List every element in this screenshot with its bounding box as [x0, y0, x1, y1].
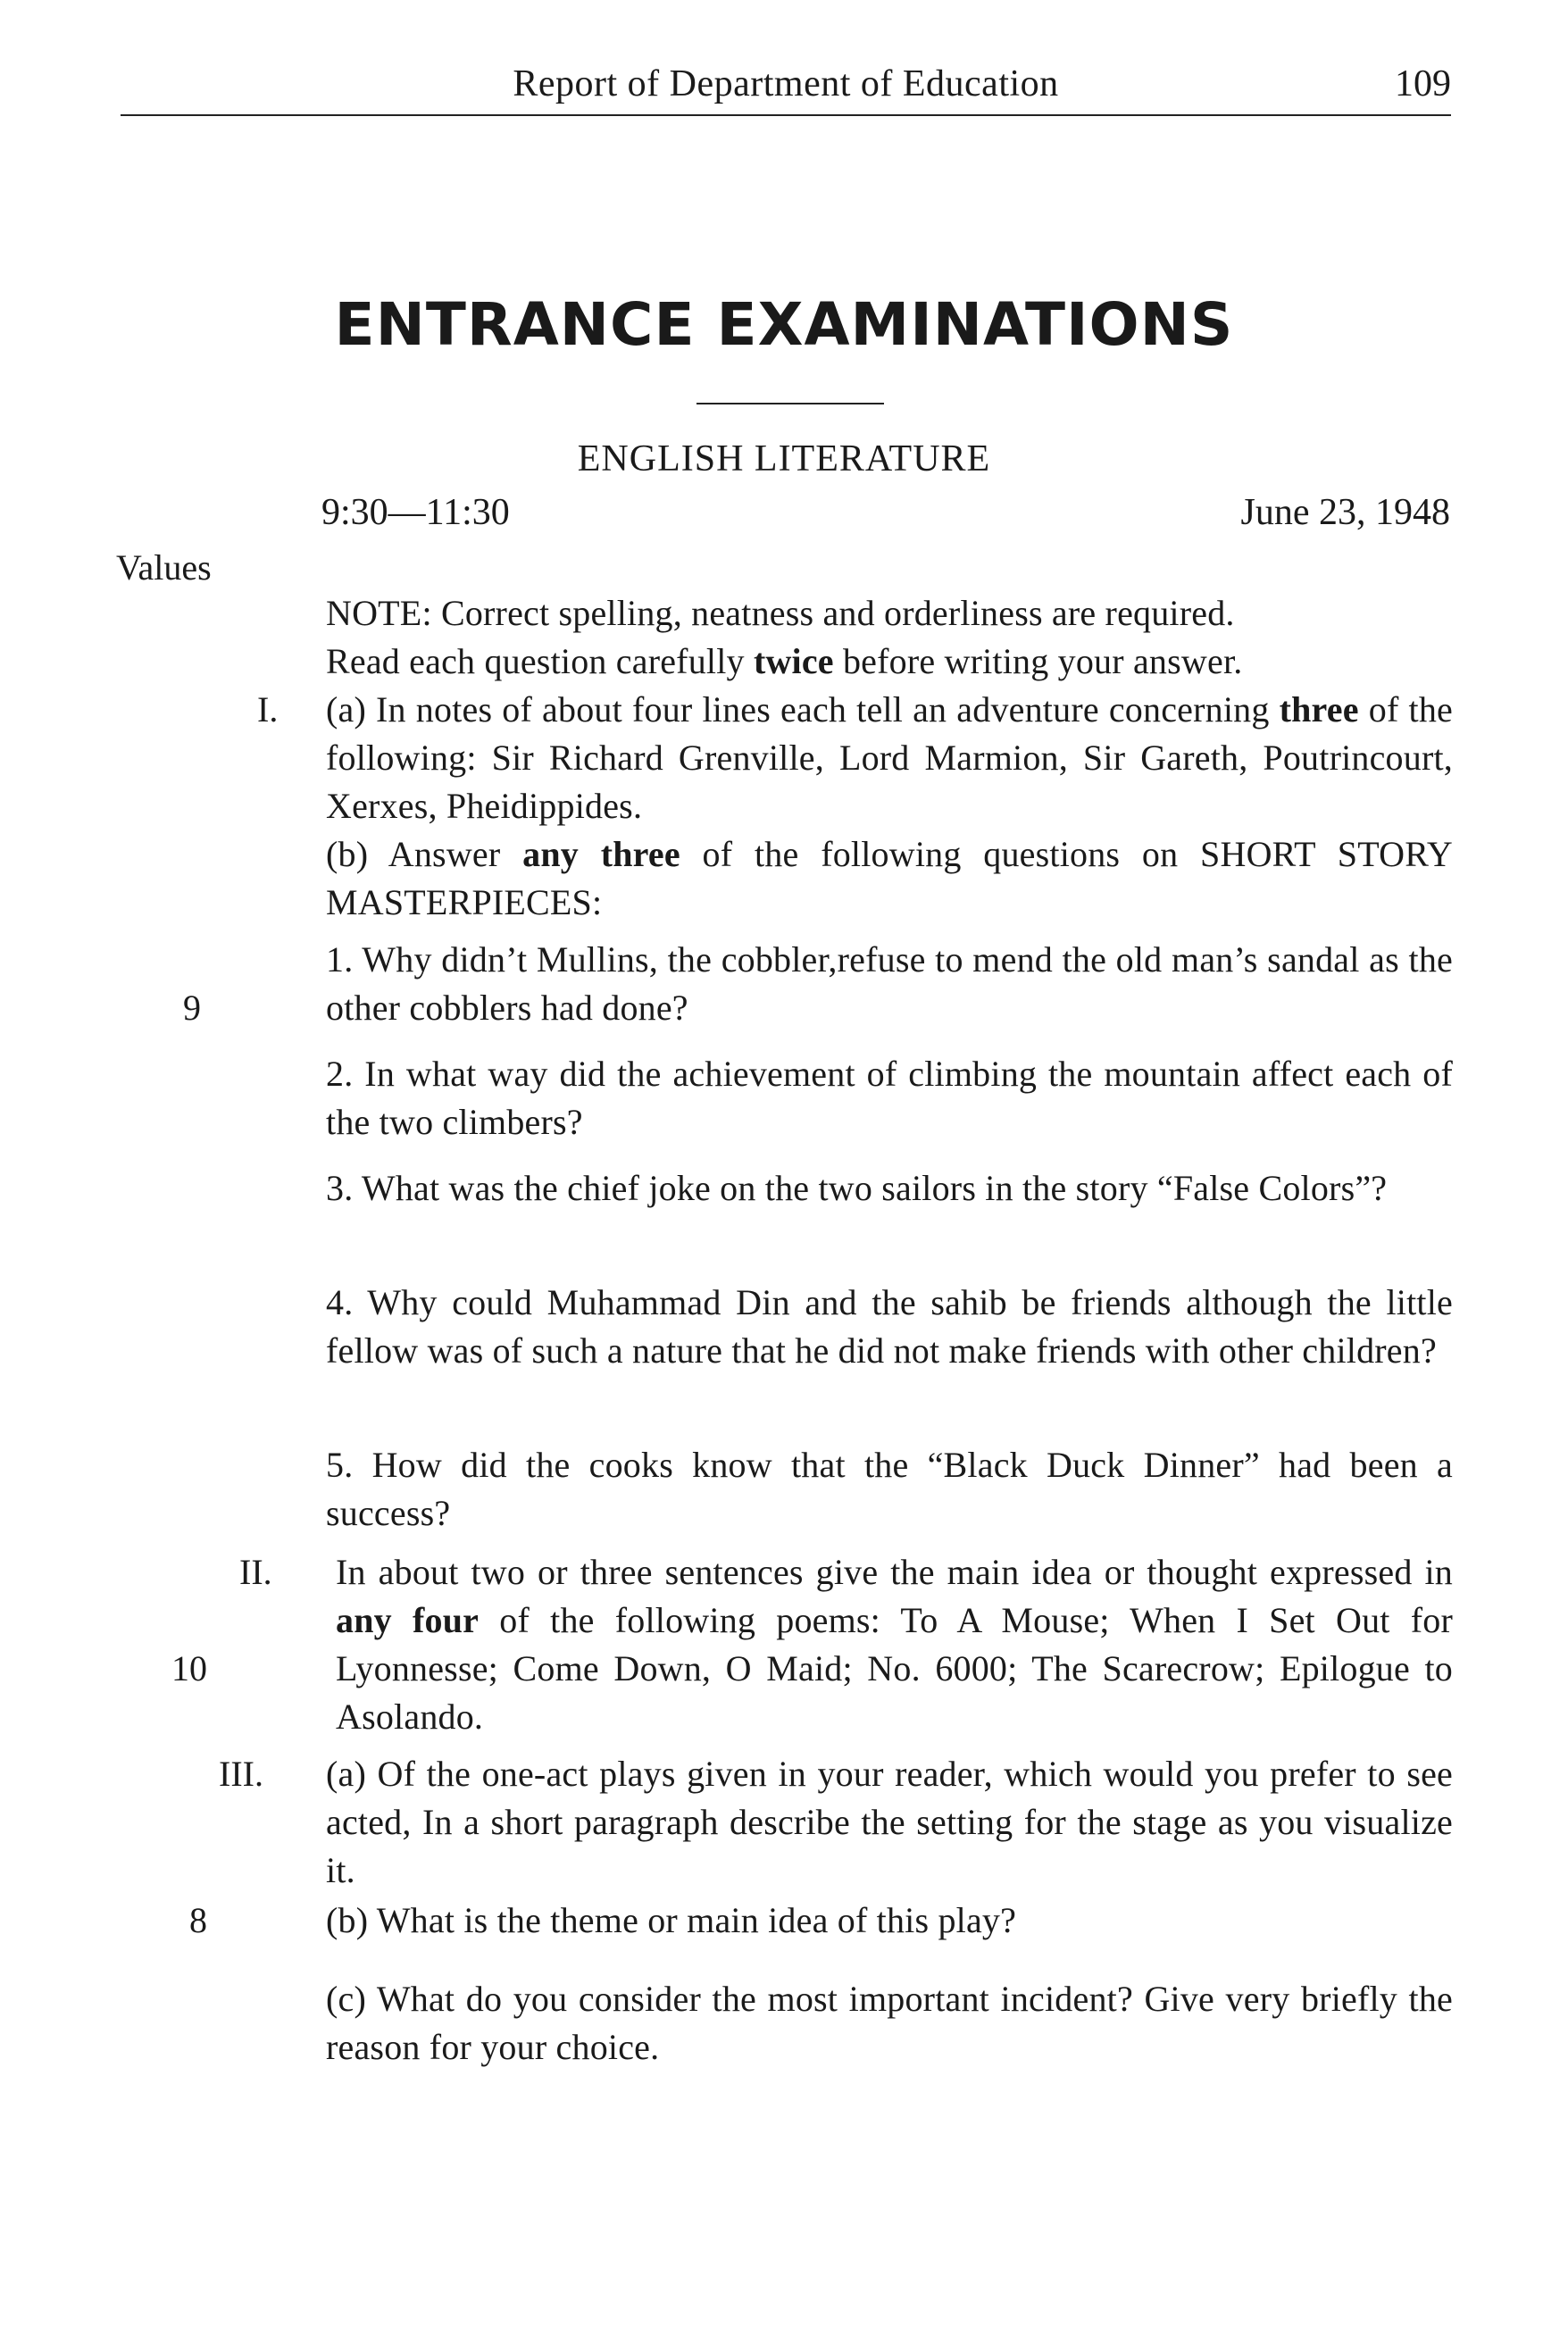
question-2-text — [336, 1548, 1453, 1741]
question-1-part-b-end: of the following questions on SHORT STORY MASTERPIECES: — [326, 834, 1453, 922]
question-1-part-a-text: (a) In notes of about four lines each tell an adventure concerning — [326, 689, 1280, 729]
exam-date: June 23, 1948 — [1240, 492, 1450, 533]
question-1-item: 4. Why could Muhammad Din and the sahib be friends although the little fellow was of such a nature that he did not make friends with other children? — [326, 1282, 1453, 1371]
question-2-text-start: In about two or three sentences give the main idea or thought expressed in — [336, 1552, 1453, 1592]
values-column-heading: Values — [116, 547, 212, 588]
question-3-part-b: (b) What is the theme or main idea of this play? — [326, 1900, 1017, 1940]
question-2-numeral: II. — [239, 1552, 272, 1592]
question-2-mark: 10 — [171, 1648, 207, 1688]
question-1-item: 3. What was the chief joke on the two sailors in the story “False Colors”? — [326, 1168, 1388, 1208]
page-number: 109 — [1395, 63, 1451, 104]
question-1-mark: 9 — [183, 988, 201, 1028]
running-head — [121, 63, 1451, 116]
question-3-part-a: (a) Of the one-act plays given in your reader, which would you prefer to see acted, In a short paragraph describe the setting for the stage as you visualize it. — [326, 1754, 1453, 1890]
title-rule — [696, 403, 884, 404]
note-line-2 — [326, 638, 1453, 686]
question-3-part-c: (c) What do you consider the most important incident? Give very briefly the reason for your choice. — [326, 1979, 1453, 2067]
question-1-part-b-text: (b) Answer — [326, 834, 523, 874]
question-1-part-b — [326, 830, 1453, 927]
question-1-item: 1. Why didn’t Mullins, the cobbler,refuse to mend the old man’s sandal as the other cobblers had done? — [326, 939, 1453, 1028]
question-3-mark: 8 — [189, 1900, 207, 1940]
question-2-text-end: of the following poems: To A Mouse; When I Set Out for Lyonnesse; Come Down, O Maid; No. 6000; The Scarecrow; Epilogue to Asolando. — [336, 1600, 1454, 1737]
header-rule — [121, 114, 1451, 116]
note-emphasis: twice — [753, 641, 834, 681]
page-title: ENTRANCE EXAMINATIONS — [334, 290, 1234, 359]
question-2-emphasis: any four — [336, 1600, 480, 1640]
exam-time: 9:30—11:30 — [321, 492, 510, 533]
exam-note — [326, 589, 1453, 686]
note-line-2-end: before writing your answer. — [833, 641, 1243, 681]
question-3-numeral: III. — [219, 1754, 263, 1794]
question-1-part-a — [326, 686, 1453, 830]
note-line-2-text: Read each question carefully — [326, 641, 754, 681]
exam-subject: ENGLISH LITERATURE — [577, 438, 991, 479]
question-1-part-a-emphasis: three — [1279, 689, 1359, 729]
question-1-item: 5. How did the cooks know that the “Black Duck Dinner” had been a success? — [326, 1445, 1453, 1533]
note-line-1: NOTE: Correct spelling, neatness and orderliness are required. — [326, 593, 1235, 633]
question-1-item: 2. In what way did the achievement of climbing the mountain affect each of the two climbers? — [326, 1054, 1453, 1142]
question-1-part-a-end: of the following: Sir Richard Grenville, Lord Marmion, Sir Gareth, Poutrincourt, Xerxes, Pheidippides. — [326, 689, 1453, 826]
question-1-numeral: I. — [257, 689, 279, 729]
question-1-part-b-emphasis: any three — [522, 834, 680, 874]
running-title: Report of Department of Education — [513, 63, 1059, 104]
